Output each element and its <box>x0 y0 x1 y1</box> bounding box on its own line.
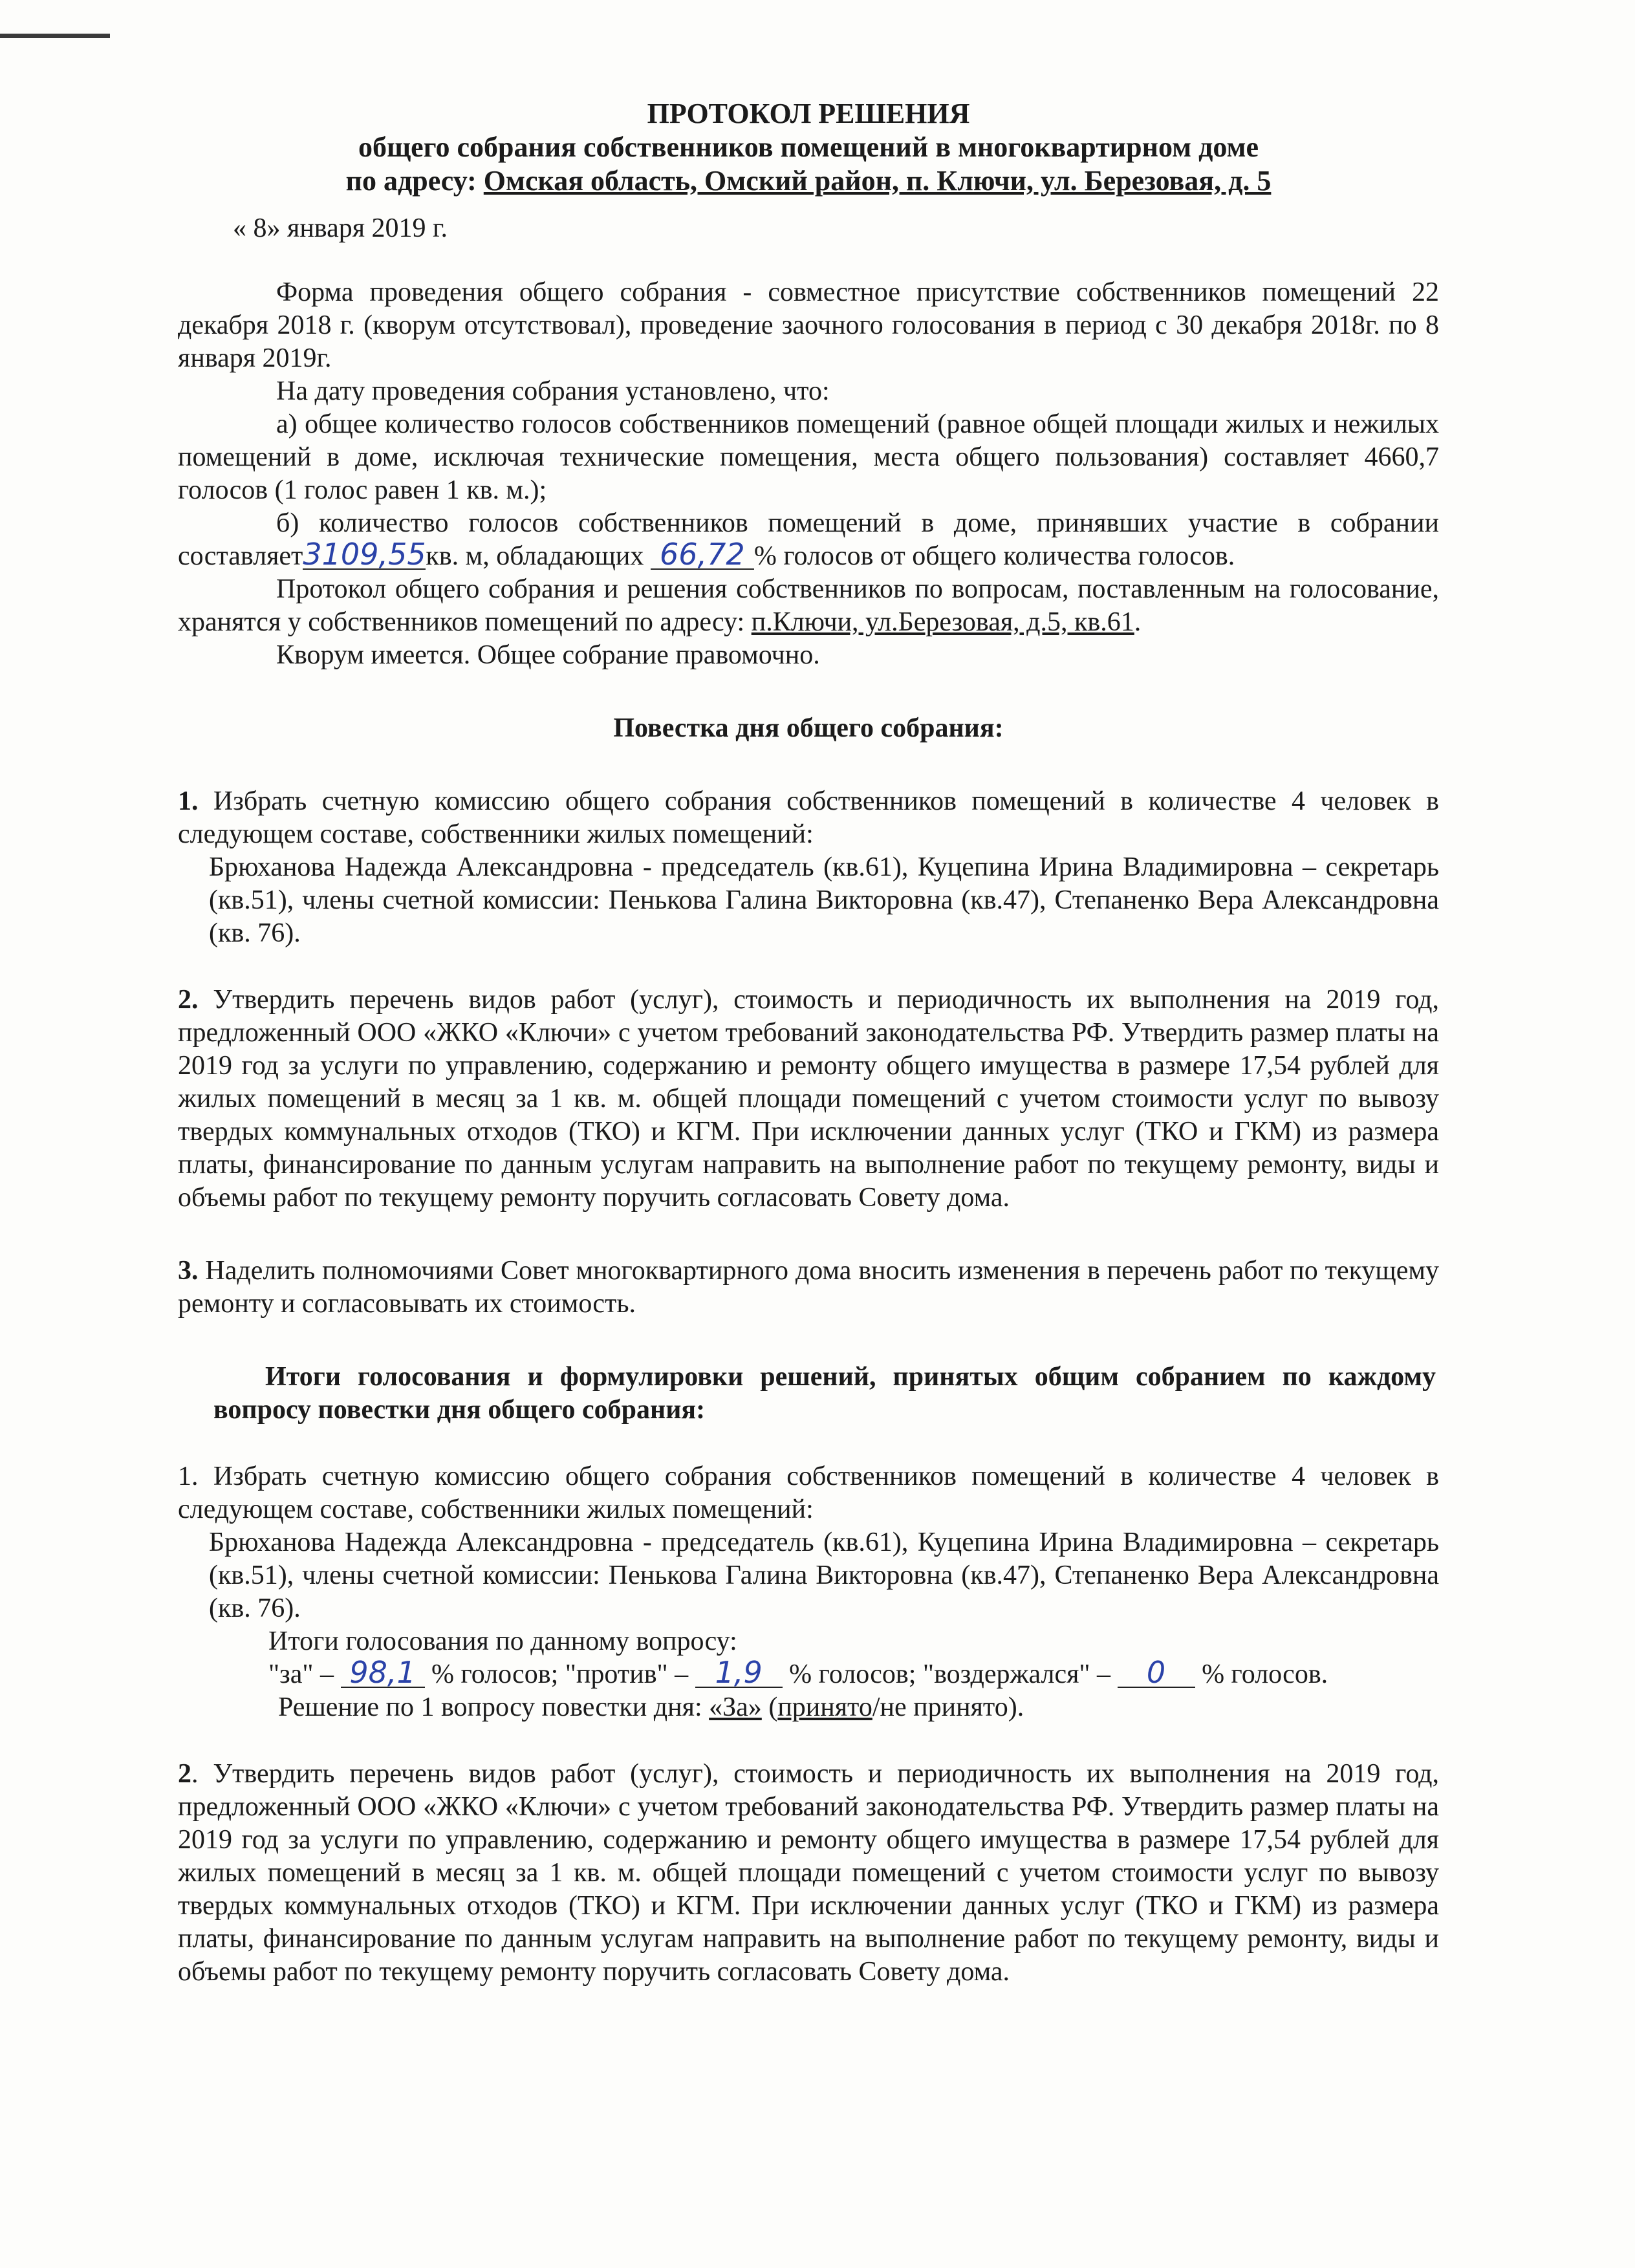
agenda-item-1-members: Брюханова Надежда Александровна - председатель (кв.61), Куцепина Ирина Владимировна – секретарь (кв.51), члены счетной комиссии: Пенькова Галина Викторовна (кв.47), Степаненко Вера Александровна (кв. 76). <box>209 852 1439 948</box>
storage-address: п.Ключи, ул.Березовая, д.5, кв.61 <box>751 607 1134 637</box>
results-item-2: 2. Утвердить перечень видов работ (услуг), стоимость и периодичность их выполнения на 2019 год, предложенный ООО «ЖКО «Ключи» с учетом требований законодательства РФ. Утвердить размер платы на 2019 год за услуги по управлению, содержанию и ремонту общего имущества в размере 17,54 рублей для жилых помещений в месяц за 1 кв. м. общей площади помещений с учетом стоимости услуг по вывозу твердых коммунальных отходов (ТКО) и КГМ. При исключении данных услуг (ТКО и ГКМ) из размера платы, финансирование по данным услугам направить на выполнение работ по текущему ремонту, виды и объемы работ по текущему ремонту поручить согласовать Совету дома. <box>178 1759 1439 1987</box>
agenda-heading: Повестка дня общего собрания: <box>613 713 1004 743</box>
agenda-item-2: 2. Утвердить перечень видов работ (услуг), стоимость и периодичность их выполнения на 2019 год, предложенный ООО «ЖКО «Ключи» с учетом требований законодательства РФ. Утвердить размер платы на 2019 год за услуги по управлению, содержанию и ремонту общего имущества в размере 17,54 рублей для жилых помещений в месяц за 1 кв. м. общей площади помещений с учетом стоимости услуг по вывозу твердых коммунальных отходов (ТКО) и КГМ. При исключении данных услуг (ТКО и ГКМ) из размера платы, финансирование по данным услугам направить на выполнение работ по текущему ремонту, виды и объемы работ по текущему ремонту поручить согласовать Совету дома. <box>178 985 1439 1213</box>
scan-edge-mark <box>0 34 110 38</box>
intro-established: На дату проведения собрания установлено, что: <box>276 376 830 406</box>
title-address: Омская область, Омский район, п. Ключи, ул. Березовая, д. 5 <box>483 165 1272 197</box>
handwritten-protiv: 1,9 <box>695 1658 783 1688</box>
document-date: « 8» января 2019 г. <box>233 213 448 243</box>
title-line-1: ПРОТОКОЛ РЕШЕНИЯ <box>647 98 970 129</box>
results-decision: Решение по 1 вопросу повестки дня: «За» (принято/не принято). <box>278 1692 1024 1722</box>
intro-storage: Протокол общего собрания и решения собственников по вопросам, поставленным на голосование, хранятся у собственников помещений по адресу: п.Ключи, ул.Березовая, д.5, кв.61. <box>178 574 1439 637</box>
intro-participants: б) количество голосов собственников помещений в доме, принявших участие в собрании составляет3109,55кв. м, обладающих 66,72 % голосов от общего количества голосов. <box>178 508 1439 572</box>
handwritten-za: 98,1 <box>341 1658 425 1688</box>
document-page <box>178 97 1439 1989</box>
results-item-1-members: Брюханова Надежда Александровна - председатель (кв.61), Куцепина Ирина Владимировна – секретарь (кв.51), члены счетной комиссии: Пенькова Галина Викторовна (кв.47), Степаненко Вера Александровна (кв. 76). <box>209 1528 1439 1623</box>
results-heading: Итоги голосования и формулировки решений, принятых общим собранием по каждому вопросу повестки дня общего собрания: <box>213 1362 1436 1425</box>
title-address-prefix: по адресу: <box>345 165 477 197</box>
handwritten-percent: 66,72 <box>651 540 754 570</box>
decision-value: «За» <box>709 1692 762 1722</box>
title-line-2: общего собрания собственников помещений в многоквартирном доме <box>358 131 1259 163</box>
title-line-3 <box>178 164 1439 198</box>
results-votes-label: Итоги голосования по данному вопросу: <box>268 1626 737 1656</box>
results-votes-line: "за" – 98,1 % голосов; "против" – 1,9 % голосов; "воздержался" – 0 % голосов. <box>268 1655 1328 1690</box>
results-item-1: 1. Избрать счетную комиссию общего собрания собственников помещений в количестве 4 человек в следующем составе, собственники жилых помещений: <box>178 1462 1440 1524</box>
handwritten-area: 3109,55 <box>303 537 426 572</box>
intro-total-votes: а) общее количество голосов собственников помещений (равное общей площади жилых и нежилых помещений в доме, исключая технические помещения, места общего пользования) составляет 4660,7 голосов (1 голос равен 1 кв. м.); <box>178 409 1439 505</box>
decision-accepted: принято <box>777 1692 872 1722</box>
agenda-item-3: 3. Наделить полномочиями Совет многоквартирного дома вносить изменения в перечень работ по текущему ремонту и согласовывать их стоимость. <box>178 1256 1439 1319</box>
document-title <box>178 97 1439 198</box>
handwritten-vozd: 0 <box>1118 1658 1195 1688</box>
agenda-item-1: 1. Избрать счетную комиссию общего собрания собственников помещений в количестве 4 человек в следующем составе, собственники жилых помещений: <box>178 786 1440 849</box>
intro-quorum: Кворум имеется. Общее собрание правомочно. <box>276 640 820 670</box>
intro-form: Форма проведения общего собрания - совместное присутствие собственников помещений 22 декабря 2018 г. (кворум отсутствовал), проведение заочного голосования в период с 30 декабря 2018г. по 8 января 2019г. <box>178 277 1439 373</box>
